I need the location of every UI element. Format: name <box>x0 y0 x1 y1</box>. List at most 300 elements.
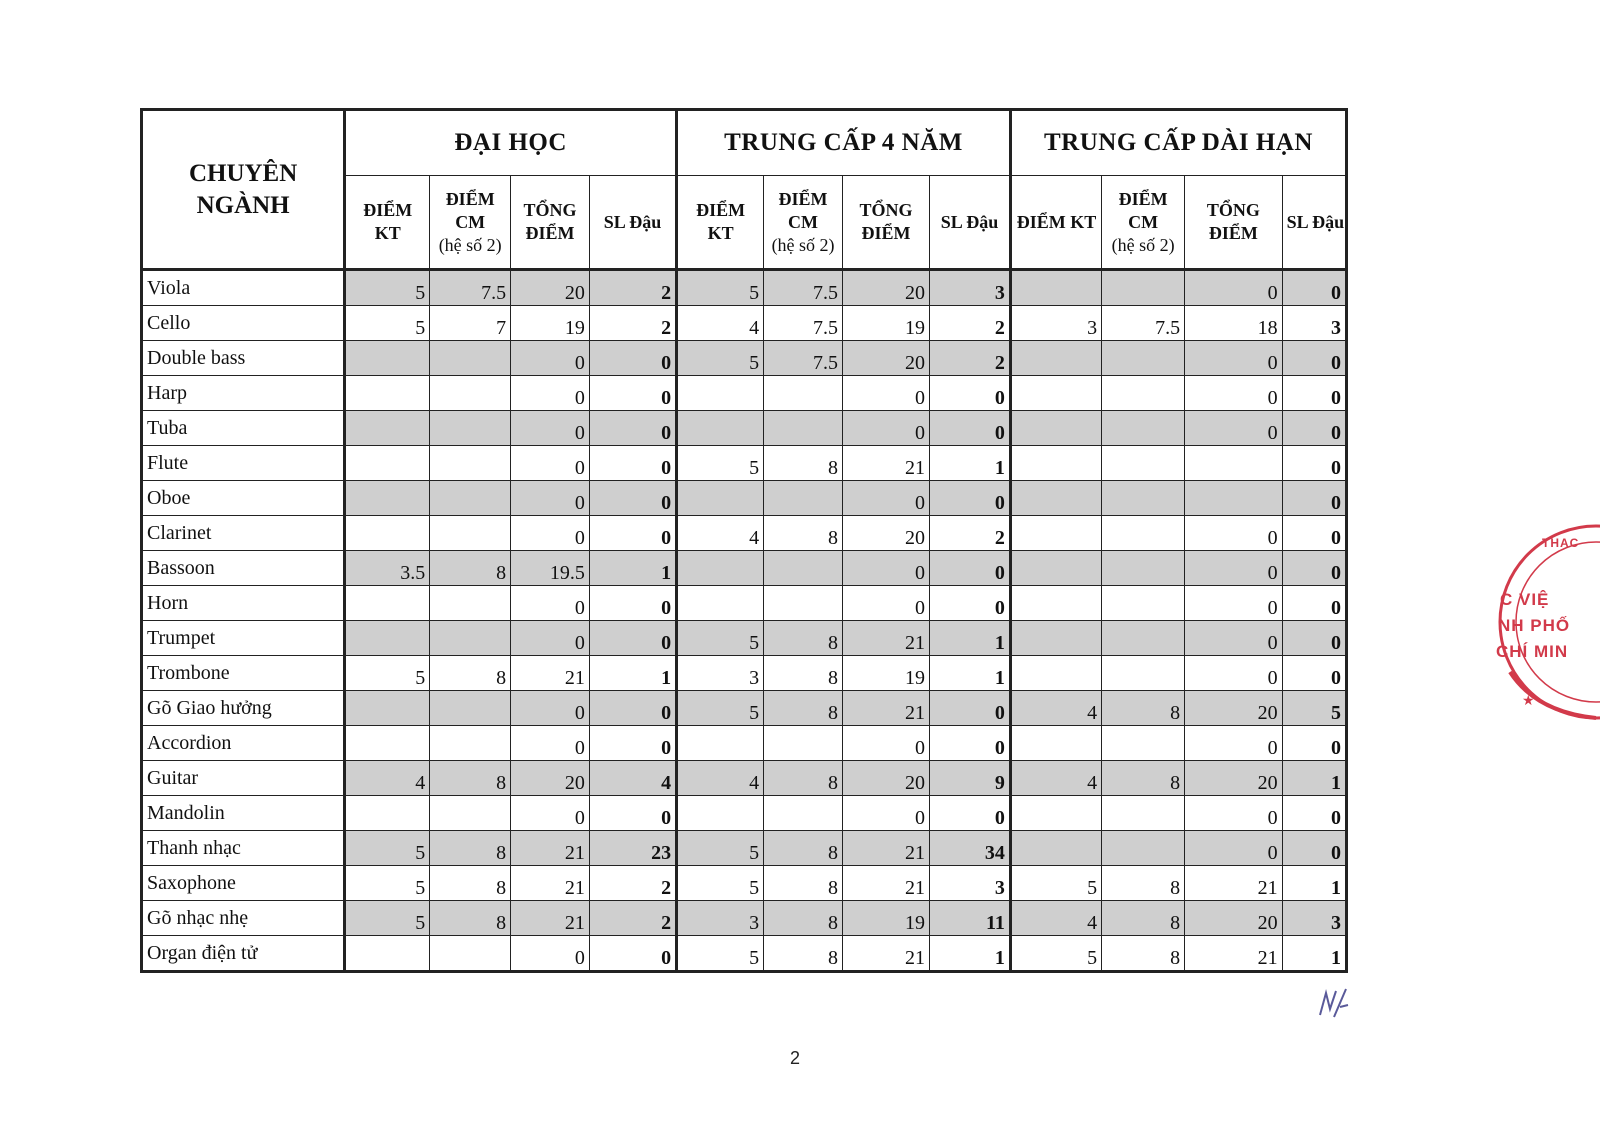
score-cell: 8 <box>764 621 843 656</box>
score-cell: 0 <box>589 796 676 831</box>
score-cell: 0 <box>589 516 676 551</box>
score-cell: 5 <box>677 866 764 901</box>
score-cell: 5 <box>677 341 764 376</box>
score-cell <box>345 586 430 621</box>
table-row <box>142 866 1347 901</box>
score-cell: 1 <box>930 936 1011 972</box>
score-cell: 0 <box>511 796 590 831</box>
score-cell <box>1102 270 1185 306</box>
score-cell <box>345 481 430 516</box>
score-cell: 19 <box>842 306 929 341</box>
table-row <box>142 341 1347 376</box>
score-cell <box>345 621 430 656</box>
score-cell <box>764 551 843 586</box>
score-cell: 0 <box>511 341 590 376</box>
score-cell: 20 <box>842 270 929 306</box>
table-row <box>142 306 1347 341</box>
score-cell: 19 <box>511 306 590 341</box>
score-cell: 0 <box>842 481 929 516</box>
column-header-line: KT <box>374 223 401 243</box>
score-cell: 3.5 <box>345 551 430 586</box>
score-cell: 2 <box>930 341 1011 376</box>
column-header-line: ĐIỂM <box>1208 223 1258 243</box>
score-cell: 0 <box>511 411 590 446</box>
score-cell <box>1102 726 1185 761</box>
score-cell: 1 <box>1282 866 1346 901</box>
major-name-cell: Horn <box>142 586 345 621</box>
score-cell: 0 <box>1282 656 1346 691</box>
score-cell: 0 <box>1185 516 1282 551</box>
score-cell <box>1102 481 1185 516</box>
official-seal <box>1496 522 1600 722</box>
major-name-cell: Gõ nhạc nhẹ <box>142 901 345 936</box>
score-cell: 3 <box>930 866 1011 901</box>
score-cell: 21 <box>511 901 590 936</box>
column-header-line: TỔNG <box>523 200 577 220</box>
table-row <box>142 551 1347 586</box>
seal-line-1: THAC <box>1542 536 1580 550</box>
major-name-cell: Trombone <box>142 656 345 691</box>
major-name-cell: Mandolin <box>142 796 345 831</box>
score-cell <box>1010 341 1101 376</box>
score-cell: 21 <box>842 446 929 481</box>
score-cell: 2 <box>930 306 1011 341</box>
score-cell: 5 <box>1282 691 1346 726</box>
major-name-cell: Guitar <box>142 761 345 796</box>
score-cell: 3 <box>1282 901 1346 936</box>
group-header-trung-cap-4-nam: TRUNG CẤP 4 NĂM <box>677 110 1011 176</box>
score-cell: 20 <box>511 270 590 306</box>
major-header-line-1: CHUYÊN <box>188 159 298 187</box>
column-header <box>1102 176 1185 270</box>
score-cell: 21 <box>842 936 929 972</box>
score-cell: 0 <box>1282 481 1346 516</box>
column-header <box>1185 176 1282 270</box>
score-cell <box>430 411 511 446</box>
score-cell: 21 <box>842 866 929 901</box>
score-cell: 0 <box>930 586 1011 621</box>
score-cell <box>677 551 764 586</box>
score-cell <box>1010 656 1101 691</box>
score-cell <box>677 411 764 446</box>
score-cell <box>430 726 511 761</box>
column-header-line: TỔNG <box>859 200 913 220</box>
score-cell <box>1102 586 1185 621</box>
score-cell <box>677 586 764 621</box>
score-cell: 0 <box>589 411 676 446</box>
score-cell: 4 <box>589 761 676 796</box>
handwritten-initials <box>1316 985 1352 1021</box>
score-cell: 7.5 <box>764 306 843 341</box>
score-cell: 8 <box>764 936 843 972</box>
score-cell <box>1010 481 1101 516</box>
major-name-cell: Bassoon <box>142 551 345 586</box>
score-cell <box>764 726 843 761</box>
score-cell: 0 <box>511 726 590 761</box>
score-cell: 4 <box>1010 691 1101 726</box>
score-cell: 0 <box>589 936 676 972</box>
score-cell: 1 <box>930 621 1011 656</box>
score-cell: 34 <box>930 831 1011 866</box>
score-cell: 0 <box>842 726 929 761</box>
score-cell: 20 <box>842 516 929 551</box>
seal-line-3: NH PHỐ <box>1498 616 1571 635</box>
score-cell: 0 <box>589 446 676 481</box>
score-cell: 0 <box>511 516 590 551</box>
score-cell: 0 <box>1185 341 1282 376</box>
score-cell <box>430 376 511 411</box>
score-cell <box>430 621 511 656</box>
score-cell: 0 <box>589 691 676 726</box>
table-row <box>142 726 1347 761</box>
score-cell: 0 <box>1185 796 1282 831</box>
seal-line-4: CHÍ MIN <box>1496 642 1569 661</box>
score-cell: 1 <box>930 656 1011 691</box>
score-cell <box>764 481 843 516</box>
score-cell: 0 <box>842 411 929 446</box>
score-cell <box>430 586 511 621</box>
score-cell: 0 <box>842 796 929 831</box>
score-cell: 7 <box>430 306 511 341</box>
score-cell: 5 <box>345 306 430 341</box>
score-cell: 2 <box>589 270 676 306</box>
score-cell: 0 <box>1185 831 1282 866</box>
table-row <box>142 411 1347 446</box>
column-header-line: ĐIỂM <box>861 223 911 243</box>
score-cell: 19 <box>842 656 929 691</box>
score-cell: 5 <box>677 446 764 481</box>
score-cell <box>1010 270 1101 306</box>
score-cell: 0 <box>1282 446 1346 481</box>
score-cell: 8 <box>430 866 511 901</box>
score-cell <box>677 376 764 411</box>
major-name-cell: Gõ Giao hưởng <box>142 691 345 726</box>
column-header-line: ĐIỂM KT <box>1016 211 1097 232</box>
score-cell: 3 <box>930 270 1011 306</box>
score-cell <box>764 376 843 411</box>
major-header-line-2: NGÀNH <box>196 191 290 219</box>
column-header-line: (hệ số 2) <box>438 234 502 255</box>
score-cell <box>345 796 430 831</box>
table-row <box>142 270 1347 306</box>
score-cell <box>677 481 764 516</box>
page-number: 2 <box>789 1048 800 1068</box>
score-cell: 0 <box>589 341 676 376</box>
column-header-line: SL Đậu <box>940 211 999 232</box>
major-name-cell: Harp <box>142 376 345 411</box>
score-cell: 0 <box>589 376 676 411</box>
svg-text:★: ★ <box>1522 693 1535 709</box>
score-cell: 8 <box>764 656 843 691</box>
score-cell: 5 <box>677 831 764 866</box>
score-cell: 8 <box>430 761 511 796</box>
score-cell <box>345 411 430 446</box>
column-header <box>511 176 590 270</box>
score-cell: 21 <box>511 866 590 901</box>
table-row <box>142 831 1347 866</box>
column-header <box>1010 176 1101 270</box>
score-cell: 8 <box>1102 936 1185 972</box>
column-header-line: TỔNG <box>1206 200 1260 220</box>
column-header-line: CM <box>455 211 486 232</box>
column-header <box>430 176 511 270</box>
score-cell: 8 <box>764 866 843 901</box>
score-cell: 0 <box>930 481 1011 516</box>
score-cell <box>1102 341 1185 376</box>
column-header-line: ĐIỂM <box>778 188 828 209</box>
table-row <box>142 621 1347 656</box>
column-header-line: SL Đậu <box>603 211 662 232</box>
score-cell: 0 <box>1185 270 1282 306</box>
score-cell: 1 <box>589 551 676 586</box>
table-row <box>142 481 1347 516</box>
score-cell <box>1102 411 1185 446</box>
score-cell: 21 <box>511 831 590 866</box>
table-row <box>142 901 1347 936</box>
column-header <box>930 176 1011 270</box>
score-cell: 5 <box>1010 936 1101 972</box>
score-cell: 7.5 <box>764 270 843 306</box>
score-cell <box>1010 376 1101 411</box>
score-cell: 21 <box>842 691 929 726</box>
score-cell <box>1102 621 1185 656</box>
score-cell: 8 <box>430 831 511 866</box>
score-cell: 21 <box>842 831 929 866</box>
score-cell: 8 <box>1102 691 1185 726</box>
score-cell: 0 <box>1185 586 1282 621</box>
score-cell: 8 <box>764 516 843 551</box>
score-cell: 1 <box>930 446 1011 481</box>
score-cell: 0 <box>842 551 929 586</box>
column-header-line: ĐIỂM <box>363 200 413 220</box>
score-cell <box>677 726 764 761</box>
score-cell: 0 <box>589 481 676 516</box>
score-cell <box>1102 656 1185 691</box>
column-header <box>764 176 843 270</box>
score-cell <box>764 586 843 621</box>
group-header-row <box>142 110 1347 176</box>
score-cell: 2 <box>589 306 676 341</box>
table-row <box>142 516 1347 551</box>
major-name-cell: Flute <box>142 446 345 481</box>
table-row <box>142 796 1347 831</box>
score-cell: 8 <box>1102 901 1185 936</box>
score-cell: 0 <box>1282 341 1346 376</box>
table-row <box>142 586 1347 621</box>
score-cell <box>1010 586 1101 621</box>
score-cell <box>430 691 511 726</box>
column-header-line: ĐIỂM <box>525 223 575 243</box>
major-name-cell: Trumpet <box>142 621 345 656</box>
score-cell: 0 <box>511 691 590 726</box>
score-cell: 5 <box>677 621 764 656</box>
score-cell: 0 <box>1185 411 1282 446</box>
table-row <box>142 656 1347 691</box>
score-cell <box>1010 446 1101 481</box>
score-cell <box>345 691 430 726</box>
score-cell <box>1102 376 1185 411</box>
major-name-cell: Cello <box>142 306 345 341</box>
major-name-cell: Saxophone <box>142 866 345 901</box>
score-cell: 8 <box>430 656 511 691</box>
column-header <box>589 176 676 270</box>
score-cell: 0 <box>1185 621 1282 656</box>
score-cell: 0 <box>511 481 590 516</box>
score-cell: 5 <box>345 831 430 866</box>
score-cell: 4 <box>345 761 430 796</box>
score-cell <box>1010 831 1101 866</box>
score-cell: 3 <box>677 656 764 691</box>
score-cell: 0 <box>842 376 929 411</box>
major-name-cell: Double bass <box>142 341 345 376</box>
score-cell: 8 <box>764 691 843 726</box>
table-row <box>142 446 1347 481</box>
score-cell <box>1010 621 1101 656</box>
score-cell: 8 <box>764 446 843 481</box>
score-cell: 0 <box>1282 621 1346 656</box>
seal-line-2: C VIỆ <box>1500 590 1550 609</box>
score-cell <box>345 341 430 376</box>
major-name-cell: Tuba <box>142 411 345 446</box>
score-cell: 7.5 <box>430 270 511 306</box>
score-cell: 21 <box>511 656 590 691</box>
score-cell: 8 <box>430 901 511 936</box>
score-cell: 0 <box>1185 656 1282 691</box>
score-cell <box>345 376 430 411</box>
score-cell <box>430 516 511 551</box>
score-cell: 19 <box>842 901 929 936</box>
group-header-trung-cap-dai-han: TRUNG CẤP DÀI HẠN <box>1010 110 1346 176</box>
score-cell: 0 <box>930 726 1011 761</box>
score-cell <box>1010 726 1101 761</box>
score-cell <box>430 341 511 376</box>
score-cell: 0 <box>1185 726 1282 761</box>
score-cell: 0 <box>511 376 590 411</box>
score-cell <box>1102 446 1185 481</box>
column-header-line: CM <box>788 211 819 232</box>
score-cell: 0 <box>511 586 590 621</box>
admission-score-table <box>140 108 1348 973</box>
score-cell: 0 <box>1282 516 1346 551</box>
score-cell: 0 <box>930 376 1011 411</box>
major-column-header <box>142 110 345 270</box>
score-cell: 0 <box>1282 376 1346 411</box>
score-cell <box>1185 446 1282 481</box>
score-cell <box>345 516 430 551</box>
major-name-cell: Accordion <box>142 726 345 761</box>
score-cell <box>1102 551 1185 586</box>
score-cell: 4 <box>1010 761 1101 796</box>
score-cell: 21 <box>842 621 929 656</box>
score-cell: 20 <box>1185 691 1282 726</box>
score-cell: 19.5 <box>511 551 590 586</box>
score-cell: 5 <box>345 270 430 306</box>
column-header <box>1282 176 1346 270</box>
major-name-cell: Oboe <box>142 481 345 516</box>
column-header <box>677 176 764 270</box>
score-cell <box>1185 481 1282 516</box>
column-header-line: KT <box>707 223 734 243</box>
score-cell: 0 <box>511 621 590 656</box>
score-cell: 4 <box>677 306 764 341</box>
score-cell: 0 <box>589 621 676 656</box>
score-cell: 20 <box>842 341 929 376</box>
table-row <box>142 936 1347 972</box>
score-cell: 0 <box>842 586 929 621</box>
score-cell: 18 <box>1185 306 1282 341</box>
column-header-line: ĐIỂM <box>1118 188 1168 209</box>
score-cell: 0 <box>1282 551 1346 586</box>
score-cell: 23 <box>589 831 676 866</box>
score-cell <box>430 481 511 516</box>
score-cell: 1 <box>1282 761 1346 796</box>
score-cell: 4 <box>1010 901 1101 936</box>
score-cell: 2 <box>930 516 1011 551</box>
score-cell: 0 <box>1185 376 1282 411</box>
score-cell: 5 <box>345 901 430 936</box>
score-cell: 11 <box>930 901 1011 936</box>
score-cell: 0 <box>1282 831 1346 866</box>
score-cell <box>430 796 511 831</box>
score-cell <box>677 796 764 831</box>
score-cell <box>1102 516 1185 551</box>
score-cell: 7.5 <box>764 341 843 376</box>
score-cell: 0 <box>930 796 1011 831</box>
major-name-cell: Thanh nhạc <box>142 831 345 866</box>
score-cell: 5 <box>1010 866 1101 901</box>
score-cell: 3 <box>1010 306 1101 341</box>
column-header-line: ĐIỂM <box>696 200 746 220</box>
score-cell: 1 <box>1282 936 1346 972</box>
score-cell: 2 <box>589 866 676 901</box>
score-cell: 8 <box>764 831 843 866</box>
score-cell: 3 <box>1282 306 1346 341</box>
column-header-line: (hệ số 2) <box>1111 234 1175 255</box>
score-cell: 21 <box>1185 866 1282 901</box>
score-cell: 8 <box>1102 866 1185 901</box>
group-header-dai-hoc: ĐẠI HỌC <box>345 110 677 176</box>
column-header-line: SL Đậu <box>1286 211 1345 232</box>
score-cell: 7.5 <box>1102 306 1185 341</box>
score-cell: 0 <box>930 691 1011 726</box>
score-cell: 0 <box>1282 726 1346 761</box>
table-row <box>142 761 1347 796</box>
score-cell: 20 <box>1185 901 1282 936</box>
score-cell: 5 <box>345 656 430 691</box>
column-header <box>345 176 430 270</box>
score-cell: 8 <box>764 901 843 936</box>
score-cell <box>430 446 511 481</box>
score-cell: 0 <box>589 726 676 761</box>
score-cell: 0 <box>930 551 1011 586</box>
score-cell: 3 <box>677 901 764 936</box>
column-header-line: ĐIỂM <box>445 188 495 209</box>
score-cell: 0 <box>930 411 1011 446</box>
score-cell <box>1010 516 1101 551</box>
score-cell <box>345 446 430 481</box>
score-cell: 5 <box>677 936 764 972</box>
score-cell: 5 <box>677 691 764 726</box>
column-header-line: CM <box>1128 211 1159 232</box>
score-cell: 2 <box>589 901 676 936</box>
table-row <box>142 691 1347 726</box>
score-cell: 4 <box>677 761 764 796</box>
table-row <box>142 376 1347 411</box>
score-cell: 0 <box>1282 796 1346 831</box>
score-cell: 0 <box>589 586 676 621</box>
score-cell <box>764 796 843 831</box>
score-cell <box>1010 551 1101 586</box>
